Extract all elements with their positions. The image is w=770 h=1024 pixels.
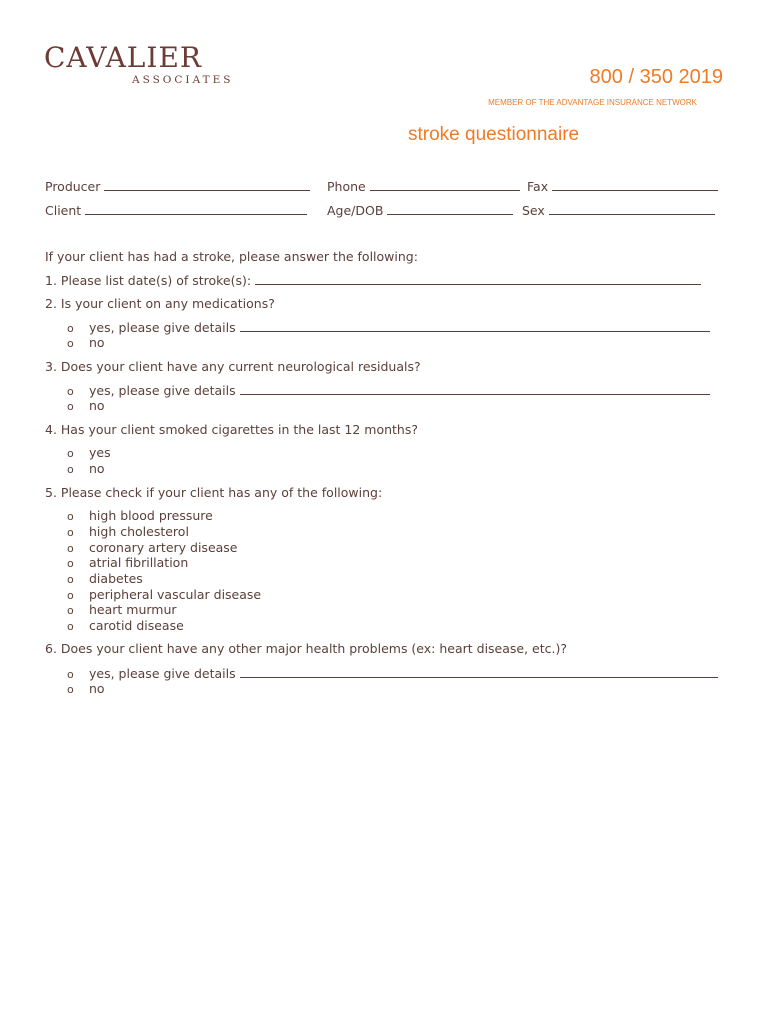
radio-bullet[interactable]: o: [67, 683, 74, 696]
fax-label: Fax: [527, 179, 549, 194]
fax-blank[interactable]: [552, 178, 718, 191]
q4-yes-label: yes: [89, 445, 111, 460]
q2-details-blank[interactable]: [240, 319, 710, 332]
q6-yes-label: yes, please give details: [89, 666, 236, 681]
sex-blank[interactable]: [549, 202, 715, 215]
q4-option-yes[interactable]: [67, 445, 111, 460]
condition-label: coronary artery disease: [89, 540, 238, 555]
question-2: 2. Is your client on any medications?: [45, 296, 275, 311]
question-1-text: 1. Please list date(s) of stroke(s):: [45, 273, 252, 288]
condition-item[interactable]: [67, 555, 188, 570]
page-title: stroke questionnaire: [408, 124, 580, 145]
question-6: 6. Does your client have any other major health problems (ex: heart disease, etc.)?: [45, 641, 568, 656]
condition-item[interactable]: [67, 587, 261, 602]
condition-label: carotid disease: [89, 618, 184, 633]
producer-field[interactable]: [45, 178, 310, 194]
q6-option-yes[interactable]: [67, 665, 718, 681]
condition-label: atrial fibrillation: [89, 555, 189, 570]
check-bullet[interactable]: o: [67, 620, 74, 633]
q2-yes-label: yes, please give details: [89, 320, 236, 335]
radio-bullet[interactable]: o: [67, 668, 74, 681]
q3-option-no[interactable]: [67, 398, 105, 413]
phone-field[interactable]: [327, 178, 520, 194]
condition-item[interactable]: [67, 618, 184, 633]
producer-blank[interactable]: [104, 178, 310, 191]
sex-label: Sex: [522, 203, 545, 218]
condition-label: high blood pressure: [89, 508, 213, 523]
radio-bullet[interactable]: o: [67, 400, 74, 413]
check-bullet[interactable]: o: [67, 573, 74, 586]
network-tagline: MEMBER OF THE ADVANTAGE INSURANCE NETWORK: [488, 98, 697, 107]
check-bullet[interactable]: o: [67, 604, 74, 617]
check-bullet[interactable]: o: [67, 589, 74, 602]
question-4: 4. Has your client smoked cigarettes in the last 12 months?: [45, 422, 419, 437]
check-bullet[interactable]: o: [67, 542, 74, 555]
q4-option-no[interactable]: [67, 461, 105, 476]
producer-label: Producer: [45, 179, 101, 194]
sex-field[interactable]: [522, 202, 715, 218]
age-dob-label: Age/DOB: [327, 203, 384, 218]
fax-field[interactable]: [527, 178, 718, 194]
logo-sub-text: ASSOCIATES: [132, 74, 234, 86]
radio-bullet[interactable]: o: [67, 385, 74, 398]
phone-number: 800 / 350 2019: [589, 66, 723, 88]
company-logo: [44, 42, 233, 86]
check-bullet[interactable]: o: [67, 510, 74, 523]
q3-details-blank[interactable]: [240, 382, 710, 395]
q6-no-label: no: [89, 681, 105, 696]
q2-no-label: no: [89, 335, 105, 350]
q3-yes-label: yes, please give details: [89, 383, 236, 398]
q4-no-label: no: [89, 461, 105, 476]
age-dob-blank[interactable]: [387, 202, 513, 215]
condition-item[interactable]: [67, 540, 238, 555]
question-3: 3. Does your client have any current neurological residuals?: [45, 359, 421, 374]
question-5: 5. Please check if your client has any of the following:: [45, 485, 383, 500]
q3-no-label: no: [89, 398, 105, 413]
check-bullet[interactable]: o: [67, 526, 74, 539]
check-bullet[interactable]: o: [67, 557, 74, 570]
client-blank[interactable]: [85, 202, 307, 215]
condition-label: peripheral vascular disease: [89, 587, 262, 602]
logo-main-text: CAVALIER: [44, 41, 202, 74]
question-1: [45, 272, 701, 288]
condition-item[interactable]: [67, 524, 189, 539]
q3-option-yes[interactable]: [67, 382, 710, 398]
phone-label: Phone: [327, 179, 366, 194]
condition-label: diabetes: [89, 571, 143, 586]
client-field[interactable]: [45, 202, 307, 218]
condition-item[interactable]: [67, 602, 177, 617]
stroke-dates-blank[interactable]: [255, 272, 701, 285]
radio-bullet[interactable]: o: [67, 447, 74, 460]
age-dob-field[interactable]: [327, 202, 513, 218]
radio-bullet[interactable]: o: [67, 337, 74, 350]
condition-label: heart murmur: [89, 602, 177, 617]
phone-blank[interactable]: [370, 178, 520, 191]
q6-details-blank[interactable]: [240, 665, 718, 678]
condition-item[interactable]: [67, 508, 213, 523]
q2-option-no[interactable]: [67, 335, 105, 350]
radio-bullet[interactable]: o: [67, 322, 74, 335]
intro-text: If your client has had a stroke, please answer the following:: [45, 249, 418, 264]
condition-item[interactable]: [67, 571, 143, 586]
condition-label: high cholesterol: [89, 524, 189, 539]
q2-option-yes[interactable]: [67, 319, 710, 335]
radio-bullet[interactable]: o: [67, 463, 74, 476]
client-label: Client: [45, 203, 82, 218]
q6-option-no[interactable]: [67, 681, 105, 696]
